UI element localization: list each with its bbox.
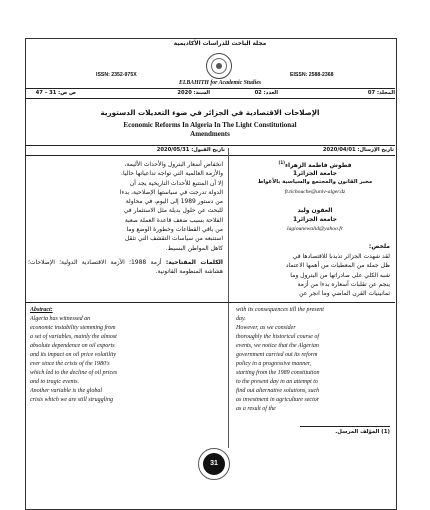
abstract-en-heading: Abstract:: [30, 307, 53, 313]
issue: العدد: 02: [254, 90, 278, 96]
author-2-affil: جامعة الجزائر1: [292, 216, 337, 223]
abstract-ar-right-column: لقد شهدت الجزائر تذبذبا للاقتصادها في ظل جملة من المعطيات من أهمها الاعتماد شبه الكلي على صادراتها من البترول وما ينجم عن تقلبات أسعاره بدءا من أزمة ثمانينيات القرن الماضي وما انجر عن: [285, 253, 390, 298]
year: السنة: 2020: [177, 90, 210, 96]
issn-print: ISSN: 2352-975X: [96, 72, 137, 78]
author-2-email[interactable]: lagiounewalid@yahoo.fr: [287, 226, 343, 232]
abstract-ar-heading: ملخص:: [368, 243, 390, 250]
page-number: 31: [203, 453, 225, 475]
section-rule: [25, 302, 395, 303]
author-2-name: العقون وليد: [297, 207, 333, 214]
journal-name-en: ELBAHITH for Academic Studies: [178, 80, 262, 86]
volume: المجلد: 07: [367, 90, 395, 96]
article-title-ar: الإصلاحات الاقتصادية في الجزائر في ضوء التعديلات الدستورية: [100, 108, 320, 117]
date-accepted: تاريخ القبول: 2020/05/31: [156, 147, 225, 153]
author-1-email[interactable]: ft.tichouche@univ-alger.dz: [284, 189, 346, 195]
abstract-ar-left-column: انخفاض أسعار البترول والأحداث الأليمة، والأزمة العالمية التي تواجه تداعياتها حاليا. إلا أن المتتبع للأحداث التاريخية يجد أن الدولة تدرجت في سياستها الإصلاحية، بدءا من دستور 1989 إلى اليوم، في محاولة للبحث عن حلول بديلة مثل الاستثمار في الفلاحة بسبب ضعف قاعدة العملة صعبة من باقي القطاعات وخطورة الوضع وما استتبعه من سياسات التقشف التي تثقل كاهل المواطن البسيط.: [119, 161, 223, 252]
journal-name-ar: مجلة الباحث للدراسات الأكاديمية: [173, 41, 267, 47]
date-sent: تاريخ الإرسال: 2020/04/01: [322, 147, 394, 153]
keywords-ar: الكلمات المفتاحية: أزمة 1988؛ الأزمة الاقتصادية الدولية؛ الإصلاحات؛ هشاشة المنظومة القانونية.: [28, 259, 223, 276]
author-1-name: فطوش فاطمة الزهراء$^{(1)}$: [278, 160, 352, 169]
article-title-en-line2: Amendments: [190, 130, 230, 138]
abstract-en-left-column: Algeria has witnessed an economic instability stemming from a set of variables, mainly the almost absolute dependence on oil exports and its impact on oil price volatility ever since the crisis of the 1980's which led to the decline of oil prices and to tragic events. Another variable is the global crisis which we are still struggling: [30, 316, 118, 403]
journal-logo: [206, 53, 232, 79]
dates-bottom-rule: [25, 155, 395, 156]
author-1-affil: جامعة الجزائر1: [292, 170, 337, 177]
pages: ص ص: 31 – 47: [35, 90, 76, 96]
abstract-en-right-column: with its consequences till the present day. However, as we consider thoroughly the historical course of events, we notice that the Algerian government carried out its reform policy in a progressive manner, starting from the 1989 constitution to the present day in an attempt to find out alternative solutions, such as investment in agriculture sector as a result of the: [236, 307, 324, 412]
dates-top-rule: [25, 145, 395, 146]
footnote: (1) المؤلف المرسل.: [335, 429, 390, 435]
article-title-en-line1: Economic Reforms In Algeria In The Light Constitutional: [123, 121, 297, 129]
meta-bar: [25, 88, 395, 99]
eissn: EISSN: 2588-2368: [290, 72, 334, 78]
author-1-lab: مخبر القانون والمجتمع والسياسية بالأغواط: [257, 179, 373, 185]
column-divider: [228, 148, 229, 448]
footnote-rule: [300, 426, 390, 427]
